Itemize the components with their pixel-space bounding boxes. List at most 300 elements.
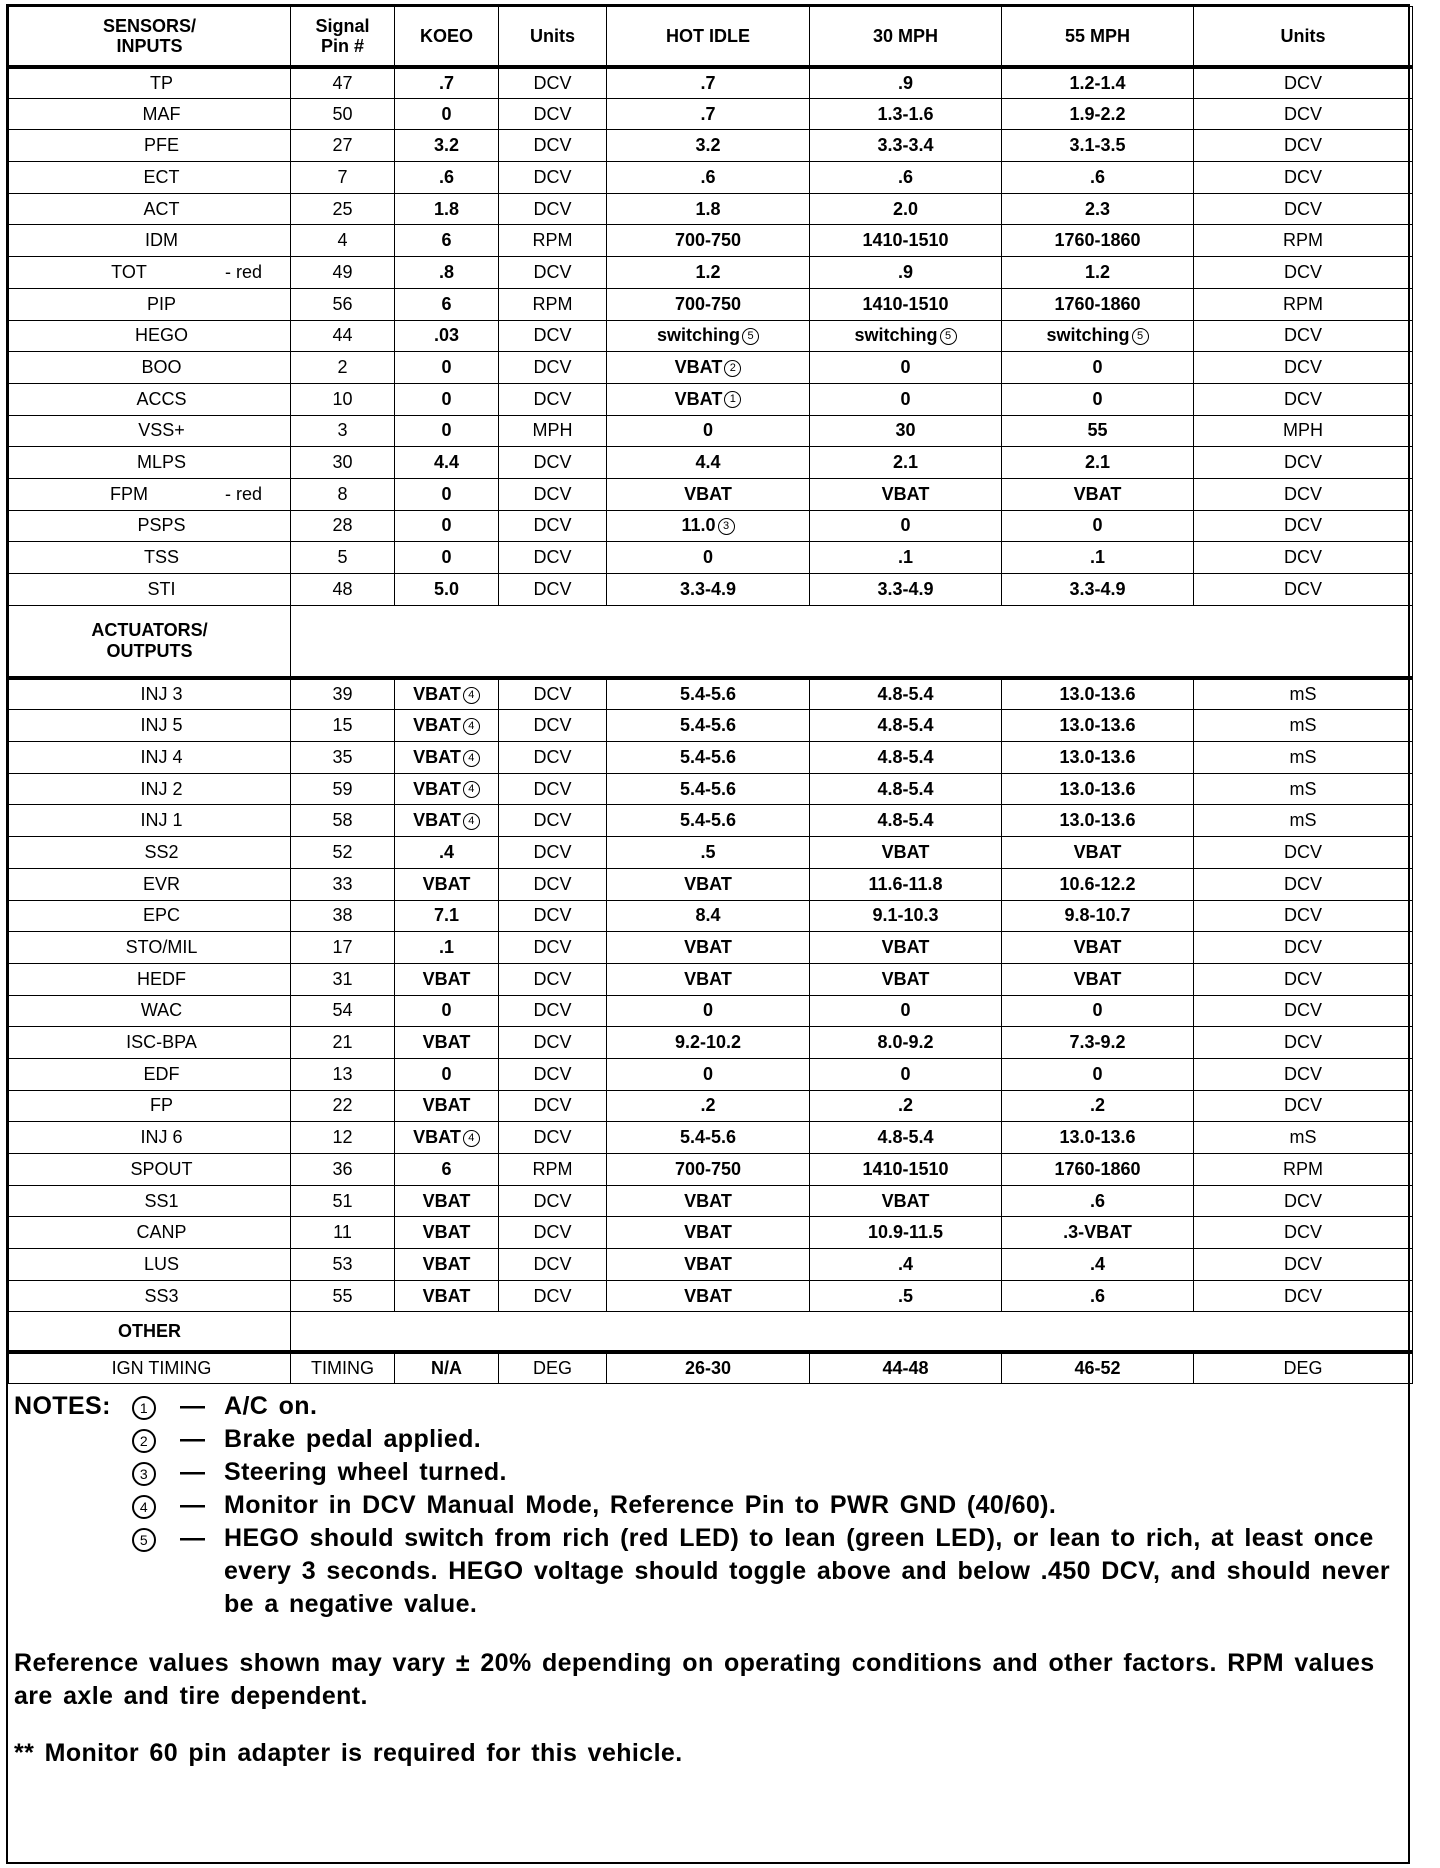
cell-units-2: DCV [1194, 837, 1413, 869]
cell-30-mph: 1410-1510 [810, 225, 1002, 257]
cell-units: DCV [499, 478, 607, 510]
cell-koeo: 7.1 [395, 900, 499, 932]
cell-55-mph: 0 [1002, 1058, 1194, 1090]
cell-hot-idle: 3.3-4.9 [607, 574, 810, 606]
cell-units: DCV [499, 447, 607, 479]
cell-pin: 13 [291, 1058, 395, 1090]
note-indent [14, 1456, 132, 1489]
cell-pin: 48 [291, 574, 395, 606]
cell-units-2: DCV [1194, 130, 1413, 162]
cell-name: PIP [9, 288, 291, 320]
cell-hot-idle: 11.0 3 [607, 510, 810, 542]
cell-pin: 8 [291, 478, 395, 510]
note-item [14, 1423, 1398, 1456]
cell-koeo: .8 [395, 257, 499, 289]
cell-pin: 59 [291, 773, 395, 805]
cell-hot-idle: 5.4-5.6 [607, 678, 810, 710]
cell-name: INJ 4 [9, 742, 291, 774]
note-5-marker: 5 [132, 1528, 156, 1552]
cell-units: DCV [499, 932, 607, 964]
cell-units: DCV [499, 383, 607, 415]
cell-units: RPM [499, 225, 607, 257]
cell-koeo: 0 [395, 478, 499, 510]
cell-units-2: DCV [1194, 162, 1413, 194]
cell-units-2: mS [1194, 710, 1413, 742]
cell-30-mph: 30 [810, 415, 1002, 447]
cell-koeo: 6 [395, 225, 499, 257]
cell-koeo: 5.0 [395, 574, 499, 606]
cell-name: ISC-BPA [9, 1027, 291, 1059]
cell-name: PFE [9, 130, 291, 162]
cell-koeo: 0 [395, 510, 499, 542]
cell-name: PSPS [9, 510, 291, 542]
cell-55-mph: 13.0-13.6 [1002, 678, 1194, 710]
header-row [9, 7, 1413, 67]
cell-30-mph: VBAT [810, 932, 1002, 964]
cell-name: TP [9, 67, 291, 99]
cell-55-mph: 0 [1002, 510, 1194, 542]
cell-koeo: 1.8 [395, 193, 499, 225]
cell-units: DCV [499, 1185, 607, 1217]
cell-hot-idle: VBAT [607, 932, 810, 964]
cell-koeo: VBAT [395, 1249, 499, 1281]
note-item [14, 1456, 1398, 1489]
table-row [9, 805, 1413, 837]
cell-55-mph: .2 [1002, 1090, 1194, 1122]
note-number [132, 1489, 180, 1522]
cell-55-mph: 7.3-9.2 [1002, 1027, 1194, 1059]
table-row [9, 742, 1413, 774]
cell-30-mph: 2.1 [810, 447, 1002, 479]
cell-hot-idle: .7 [607, 98, 810, 130]
cell-units: DCV [499, 352, 607, 384]
note-item [14, 1522, 1398, 1621]
cell-name: INJ 1 [9, 805, 291, 837]
cell-units-2: DEG [1194, 1352, 1413, 1384]
cell-pin: 11 [291, 1217, 395, 1249]
cell-units-2: RPM [1194, 288, 1413, 320]
cell-hot-idle: .5 [607, 837, 810, 869]
cell-koeo: VBAT [395, 1090, 499, 1122]
cell-name: INJ 3 [9, 678, 291, 710]
cell-pin: 39 [291, 678, 395, 710]
adapter-note: ** Monitor 60 pin adapter is required for this vehicle. [14, 1739, 683, 1768]
cell-koeo: 0 [395, 98, 499, 130]
cell-hot-idle: VBAT [607, 1185, 810, 1217]
reference-values-paragraph: Reference values shown may vary ± 20% depending on operating conditions and other factors. RPM values are axle and tire dependent. [14, 1649, 1375, 1711]
cell-units-2: DCV [1194, 98, 1413, 130]
table-row [9, 710, 1413, 742]
cell-name: FP [9, 1090, 291, 1122]
cell-name: ACCS [9, 383, 291, 415]
cell-units-2: DCV [1194, 900, 1413, 932]
note-indent [14, 1489, 132, 1522]
cell-30-mph: VBAT [810, 1185, 1002, 1217]
cell-55-mph: .4 [1002, 1249, 1194, 1281]
cell-hot-idle: 4.4 [607, 447, 810, 479]
cell-units: DCV [499, 1249, 607, 1281]
cell-hot-idle: 700-750 [607, 225, 810, 257]
cell-name: INJ 5 [9, 710, 291, 742]
cell-30-mph: 1410-1510 [810, 288, 1002, 320]
cell-55-mph: 0 [1002, 995, 1194, 1027]
note-dash: — [180, 1458, 206, 1487]
cell-30-mph: .4 [810, 1249, 1002, 1281]
cell-koeo: .4 [395, 837, 499, 869]
cell-name: WAC [9, 995, 291, 1027]
cell-hot-idle: VBAT [607, 868, 810, 900]
note-number [132, 1456, 180, 1489]
note-3-marker: 3 [718, 518, 735, 535]
header-units: Units [499, 7, 607, 67]
cell-name: MLPS [9, 447, 291, 479]
cell-55-mph: .3-VBAT [1002, 1217, 1194, 1249]
table-row [9, 574, 1413, 606]
other-header [9, 1312, 1413, 1352]
table-row [9, 98, 1413, 130]
cell-name: FPM - red [9, 478, 291, 510]
note-4-marker: 4 [463, 750, 480, 767]
cell-koeo: 0 [395, 415, 499, 447]
note-dash: — [180, 1491, 206, 1520]
note-5-marker: 5 [1132, 328, 1149, 345]
table-row [9, 1185, 1413, 1217]
table-row [9, 900, 1413, 932]
cell-hot-idle: 0 [607, 415, 810, 447]
note-text: Brake pedal applied. [224, 1425, 482, 1454]
cell-30-mph: .9 [810, 257, 1002, 289]
cell-hot-idle: VBAT [607, 478, 810, 510]
cell-pin: 53 [291, 1249, 395, 1281]
cell-55-mph: 1.2-1.4 [1002, 67, 1194, 99]
cell-units: MPH [499, 415, 607, 447]
cell-units-2: DCV [1194, 1185, 1413, 1217]
cell-pin: 50 [291, 98, 395, 130]
cell-30-mph: 1.3-1.6 [810, 98, 1002, 130]
note-number [132, 1522, 180, 1621]
cell-name: HEDF [9, 963, 291, 995]
cell-pin: 35 [291, 742, 395, 774]
cell-koeo: VBAT [395, 963, 499, 995]
cell-55-mph: 13.0-13.6 [1002, 742, 1194, 774]
cell-30-mph: 4.8-5.4 [810, 742, 1002, 774]
cell-30-mph: 4.8-5.4 [810, 805, 1002, 837]
cell-hot-idle: 1.2 [607, 257, 810, 289]
cell-koeo: .03 [395, 320, 499, 352]
cell-hot-idle: 700-750 [607, 288, 810, 320]
table-row [9, 1154, 1413, 1186]
cell-pin: 25 [291, 193, 395, 225]
cell-pin: 15 [291, 710, 395, 742]
table-row [9, 932, 1413, 964]
cell-units-2: RPM [1194, 225, 1413, 257]
cell-koeo: 3.2 [395, 130, 499, 162]
notes-label: NOTES: [14, 1392, 111, 1421]
cell-pin: 12 [291, 1122, 395, 1154]
cell-koeo: VBAT [395, 1185, 499, 1217]
cell-koeo: .1 [395, 932, 499, 964]
cell-30-mph: 4.8-5.4 [810, 773, 1002, 805]
cell-55-mph: 3.3-4.9 [1002, 574, 1194, 606]
cell-55-mph: VBAT [1002, 478, 1194, 510]
cell-hot-idle: VBAT [607, 1280, 810, 1312]
note-3-marker: 3 [132, 1462, 156, 1486]
cell-koeo: 4.4 [395, 447, 499, 479]
note-item [14, 1489, 1398, 1522]
cell-30-mph: 10.9-11.5 [810, 1217, 1002, 1249]
cell-units-2: DCV [1194, 352, 1413, 384]
cell-30-mph: 0 [810, 995, 1002, 1027]
cell-units-2: mS [1194, 742, 1413, 774]
name-suffix: - red [224, 261, 262, 282]
cell-units: DCV [499, 1058, 607, 1090]
table-row [9, 678, 1413, 710]
table-row [9, 773, 1413, 805]
cell-name: EPC [9, 900, 291, 932]
cell-30-mph: VBAT [810, 478, 1002, 510]
note-4-marker: 4 [463, 687, 480, 704]
cell-units: DEG [499, 1352, 607, 1384]
cell-units-2: DCV [1194, 1058, 1413, 1090]
cell-hot-idle: 9.2-10.2 [607, 1027, 810, 1059]
cell-units: DCV [499, 773, 607, 805]
cell-55-mph: VBAT [1002, 932, 1194, 964]
cell-koeo: VBAT [395, 1027, 499, 1059]
note-4-marker: 4 [463, 813, 480, 830]
note-2-marker: 2 [132, 1429, 156, 1453]
cell-pin: 56 [291, 288, 395, 320]
table-row [9, 1090, 1413, 1122]
cell-name: STI [9, 574, 291, 606]
cell-koeo: VBAT 4 [395, 710, 499, 742]
cell-pin: 47 [291, 67, 395, 99]
table-body [9, 67, 1413, 1384]
table-row [9, 162, 1413, 194]
cell-30-mph: 0 [810, 383, 1002, 415]
cell-pin: 31 [291, 963, 395, 995]
cell-koeo: VBAT [395, 1217, 499, 1249]
cell-koeo: N/A [395, 1352, 499, 1384]
cell-30-mph: 3.3-4.9 [810, 574, 1002, 606]
cell-pin: 54 [291, 995, 395, 1027]
table-row [9, 1027, 1413, 1059]
cell-koeo: VBAT 4 [395, 805, 499, 837]
notes-list [14, 1390, 1398, 1621]
table-row [9, 1352, 1413, 1384]
table-row [9, 447, 1413, 479]
cell-30-mph: switching 5 [810, 320, 1002, 352]
cell-koeo: 6 [395, 288, 499, 320]
table-row [9, 193, 1413, 225]
cell-units: DCV [499, 257, 607, 289]
cell-pin: 3 [291, 415, 395, 447]
cell-hot-idle: switching 5 [607, 320, 810, 352]
note-dash: — [180, 1392, 206, 1421]
table-row [9, 995, 1413, 1027]
cell-pin: 38 [291, 900, 395, 932]
cell-units: DCV [499, 837, 607, 869]
cell-units-2: DCV [1194, 257, 1413, 289]
cell-hot-idle: VBAT [607, 963, 810, 995]
table-row [9, 225, 1413, 257]
cell-name: EVR [9, 868, 291, 900]
cell-hot-idle: 0 [607, 1058, 810, 1090]
cell-units: DCV [499, 320, 607, 352]
cell-units: DCV [499, 678, 607, 710]
cell-55-mph: .1 [1002, 542, 1194, 574]
cell-name: SPOUT [9, 1154, 291, 1186]
cell-koeo: 0 [395, 352, 499, 384]
cell-30-mph: .5 [810, 1280, 1002, 1312]
cell-30-mph: 1410-1510 [810, 1154, 1002, 1186]
table-row [9, 288, 1413, 320]
cell-units: DCV [499, 1217, 607, 1249]
header-hot-idle: HOT IDLE [607, 7, 810, 67]
cell-name: INJ 6 [9, 1122, 291, 1154]
cell-hot-idle: 5.4-5.6 [607, 805, 810, 837]
cell-units-2: DCV [1194, 1249, 1413, 1281]
note-1-marker: 1 [132, 1396, 156, 1420]
cell-units: DCV [499, 574, 607, 606]
cell-pin: 4 [291, 225, 395, 257]
cell-units: DCV [499, 995, 607, 1027]
table-row [9, 383, 1413, 415]
cell-units: DCV [499, 162, 607, 194]
table-row [9, 510, 1413, 542]
table-row [9, 868, 1413, 900]
cell-units-2: DCV [1194, 1090, 1413, 1122]
cell-55-mph: 13.0-13.6 [1002, 710, 1194, 742]
table-row [9, 1122, 1413, 1154]
cell-pin: TIMING [291, 1352, 395, 1384]
cell-pin: 7 [291, 162, 395, 194]
note-text: Monitor in DCV Manual Mode, Reference Pin to PWR GND (40/60). [224, 1491, 1057, 1520]
cell-name: INJ 2 [9, 773, 291, 805]
cell-hot-idle: VBAT [607, 1249, 810, 1281]
cell-pin: 55 [291, 1280, 395, 1312]
cell-55-mph: 13.0-13.6 [1002, 1122, 1194, 1154]
other-header-label: OTHER [9, 1312, 291, 1352]
cell-units-2: mS [1194, 773, 1413, 805]
cell-30-mph: 44-48 [810, 1352, 1002, 1384]
cell-55-mph: 1.9-2.2 [1002, 98, 1194, 130]
cell-units-2: mS [1194, 805, 1413, 837]
cell-koeo: .6 [395, 162, 499, 194]
cell-hot-idle: 0 [607, 542, 810, 574]
cell-name: LUS [9, 1249, 291, 1281]
cell-units-2: mS [1194, 678, 1413, 710]
table-row [9, 130, 1413, 162]
cell-hot-idle: .7 [607, 67, 810, 99]
cell-30-mph: 0 [810, 1058, 1002, 1090]
cell-55-mph: .6 [1002, 1280, 1194, 1312]
cell-koeo: .7 [395, 67, 499, 99]
cell-units: DCV [499, 510, 607, 542]
cell-pin: 17 [291, 932, 395, 964]
cell-55-mph: 13.0-13.6 [1002, 805, 1194, 837]
note-text: Steering wheel turned. [224, 1458, 507, 1487]
cell-units-2: DCV [1194, 868, 1413, 900]
note-indent [14, 1423, 132, 1456]
cell-units-2: DCV [1194, 574, 1413, 606]
name-suffix: - red [224, 483, 262, 504]
cell-55-mph: 2.1 [1002, 447, 1194, 479]
header-sensors-inputs: SENSORS/ INPUTS [9, 7, 291, 67]
cell-koeo: 0 [395, 383, 499, 415]
reference-sheet [6, 4, 1410, 1864]
cell-55-mph: 1.2 [1002, 257, 1194, 289]
cell-name: SS2 [9, 837, 291, 869]
note-number [132, 1390, 180, 1423]
actuators-outputs-header-label: ACTUATORS/ OUTPUTS [9, 605, 291, 678]
cell-koeo: VBAT 4 [395, 773, 499, 805]
table-row [9, 1249, 1413, 1281]
cell-units-2: DCV [1194, 1217, 1413, 1249]
cell-55-mph: 1760-1860 [1002, 225, 1194, 257]
note-5-marker: 5 [742, 328, 759, 345]
cell-pin: 33 [291, 868, 395, 900]
cell-name: SS1 [9, 1185, 291, 1217]
cell-units: DCV [499, 130, 607, 162]
cell-55-mph: 0 [1002, 383, 1194, 415]
cell-55-mph: 1760-1860 [1002, 1154, 1194, 1186]
cell-koeo: VBAT 4 [395, 1122, 499, 1154]
cell-55-mph: .6 [1002, 1185, 1194, 1217]
cell-hot-idle: 5.4-5.6 [607, 1122, 810, 1154]
cell-units-2: DCV [1194, 1027, 1413, 1059]
cell-name: STO/MIL [9, 932, 291, 964]
cell-name: TSS [9, 542, 291, 574]
notes-section [8, 1384, 1408, 1770]
cell-name: VSS+ [9, 415, 291, 447]
cell-koeo: 0 [395, 542, 499, 574]
cell-units: RPM [499, 288, 607, 320]
cell-koeo: VBAT 4 [395, 742, 499, 774]
cell-30-mph: 9.1-10.3 [810, 900, 1002, 932]
cell-hot-idle: 8.4 [607, 900, 810, 932]
cell-pin: 36 [291, 1154, 395, 1186]
note-4-marker: 4 [463, 1130, 480, 1147]
cell-pin: 30 [291, 447, 395, 479]
cell-units: DCV [499, 868, 607, 900]
cell-units: DCV [499, 710, 607, 742]
cell-30-mph: 2.0 [810, 193, 1002, 225]
cell-units: DCV [499, 98, 607, 130]
cell-name: IDM [9, 225, 291, 257]
table-row [9, 1217, 1413, 1249]
note-text: A/C on. [224, 1392, 318, 1421]
table-row [9, 963, 1413, 995]
cell-55-mph: VBAT [1002, 837, 1194, 869]
cell-30-mph: .1 [810, 542, 1002, 574]
table-row [9, 352, 1413, 384]
cell-pin: 51 [291, 1185, 395, 1217]
cell-koeo: VBAT [395, 868, 499, 900]
note-dash: — [180, 1425, 206, 1454]
cell-55-mph: 13.0-13.6 [1002, 773, 1194, 805]
cell-30-mph: 3.3-3.4 [810, 130, 1002, 162]
cell-pin: 44 [291, 320, 395, 352]
header-55-mph: 55 MPH [1002, 7, 1194, 67]
note-1-marker: 1 [724, 391, 741, 408]
cell-30-mph: 4.8-5.4 [810, 710, 1002, 742]
cell-units-2: DCV [1194, 510, 1413, 542]
note-dash: — [180, 1524, 206, 1553]
cell-name: BOO [9, 352, 291, 384]
note-5-marker: 5 [940, 328, 957, 345]
cell-units: RPM [499, 1154, 607, 1186]
cell-name: ECT [9, 162, 291, 194]
